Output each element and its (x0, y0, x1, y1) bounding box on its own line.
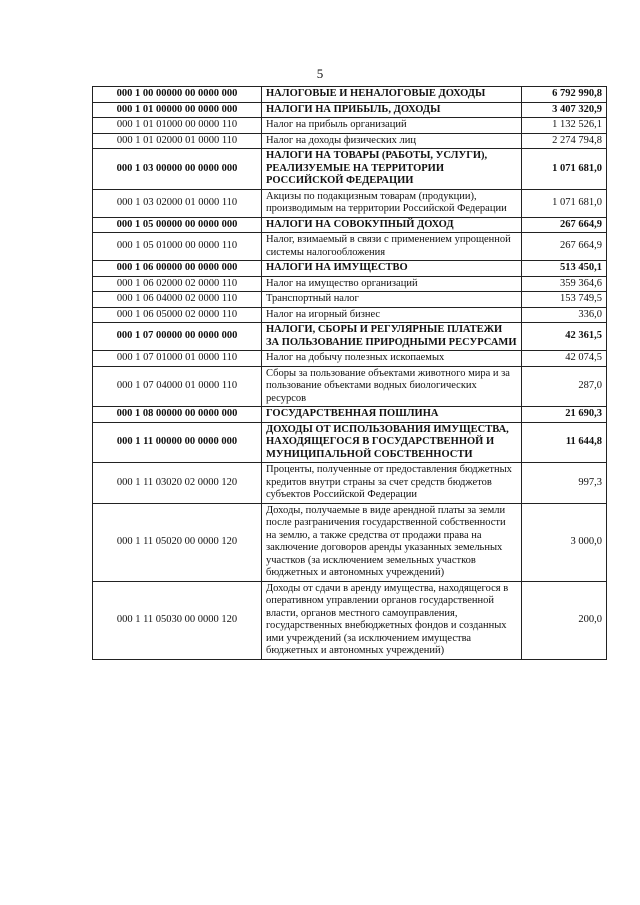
budget-code-cell: 000 1 06 02000 02 0000 110 (93, 276, 262, 292)
amount-cell: 1 132 526,1 (522, 118, 607, 134)
budget-code-cell: 000 1 05 00000 00 0000 000 (93, 217, 262, 233)
budget-code-cell: 000 1 05 01000 00 0000 110 (93, 233, 262, 261)
budget-code-cell: 000 1 07 01000 01 0000 110 (93, 351, 262, 367)
revenue-name-cell: НАЛОГИ НА ИМУЩЕСТВО (262, 261, 522, 277)
amount-cell: 287,0 (522, 366, 607, 407)
budget-code-cell: 000 1 06 00000 00 0000 000 (93, 261, 262, 277)
revenue-name-cell: Транспортный налог (262, 292, 522, 308)
revenue-name-cell: Налог на доходы физических лиц (262, 133, 522, 149)
table-row (93, 351, 607, 367)
table-row (93, 276, 607, 292)
table-row (93, 503, 607, 581)
amount-cell: 6 792 990,8 (522, 87, 607, 103)
budget-code-cell: 000 1 08 00000 00 0000 000 (93, 407, 262, 423)
revenue-name-cell: Налог на прибыль организаций (262, 118, 522, 134)
table-row (93, 463, 607, 504)
revenue-name-cell: НАЛОГОВЫЕ И НЕНАЛОГОВЫЕ ДОХОДЫ (262, 87, 522, 103)
revenue-name-cell: Налог на добычу полезных ископаемых (262, 351, 522, 367)
page-number: 5 (316, 66, 324, 81)
amount-cell: 1 071 681,0 (522, 189, 607, 217)
budget-revenue-table (92, 86, 607, 660)
amount-cell: 3 407 320,9 (522, 102, 607, 118)
table-row (93, 149, 607, 190)
revenue-name-cell: ГОСУДАРСТВЕННАЯ ПОШЛИНА (262, 407, 522, 423)
amount-cell: 1 071 681,0 (522, 149, 607, 190)
table-row (93, 323, 607, 351)
budget-code-cell: 000 1 11 05030 00 0000 120 (93, 581, 262, 659)
amount-cell: 42 361,5 (522, 323, 607, 351)
amount-cell: 267 664,9 (522, 233, 607, 261)
budget-code-cell: 000 1 01 01000 00 0000 110 (93, 118, 262, 134)
table-row (93, 422, 607, 463)
budget-code-cell: 000 1 00 00000 00 0000 000 (93, 87, 262, 103)
table-row (93, 292, 607, 308)
revenue-name-cell: НАЛОГИ НА ТОВАРЫ (РАБОТЫ, УСЛУГИ), РЕАЛИЗУЕМЫЕ НА ТЕРРИТОРИИ РОССИЙСКОЙ ФЕДЕРАЦИИ (262, 149, 522, 190)
table-row (93, 217, 607, 233)
amount-cell: 336,0 (522, 307, 607, 323)
revenue-name-cell: НАЛОГИ НА ПРИБЫЛЬ, ДОХОДЫ (262, 102, 522, 118)
budget-code-cell: 000 1 01 00000 00 0000 000 (93, 102, 262, 118)
table-row (93, 118, 607, 134)
amount-cell: 359 364,6 (522, 276, 607, 292)
revenue-name-cell: Налог на игорный бизнес (262, 307, 522, 323)
amount-cell: 42 074,5 (522, 351, 607, 367)
budget-code-cell: 000 1 07 04000 01 0000 110 (93, 366, 262, 407)
budget-code-cell: 000 1 11 05020 00 0000 120 (93, 503, 262, 581)
budget-code-cell: 000 1 11 00000 00 0000 000 (93, 422, 262, 463)
revenue-name-cell: Налог, взимаемый в связи с применением упрощенной системы налогообложения (262, 233, 522, 261)
revenue-name-cell: НАЛОГИ, СБОРЫ И РЕГУЛЯРНЫЕ ПЛАТЕЖИ ЗА ПОЛЬЗОВАНИЕ ПРИРОДНЫМИ РЕСУРСАМИ (262, 323, 522, 351)
revenue-name-cell: ДОХОДЫ ОТ ИСПОЛЬЗОВАНИЯ ИМУЩЕСТВА, НАХОДЯЩЕГОСЯ В ГОСУДАРСТВЕННОЙ И МУНИЦИПАЛЬНОЙ СОБСТВЕННОСТИ (262, 422, 522, 463)
amount-cell: 997,3 (522, 463, 607, 504)
table-row (93, 261, 607, 277)
amount-cell: 200,0 (522, 581, 607, 659)
revenue-name-cell: Налог на имущество организаций (262, 276, 522, 292)
revenue-name-cell: Доходы, получаемые в виде арендной платы за земли после разграничения государственной собственности на землю, а также средства от продажи права на заключение договоров аренды указанных земельных участков (за исключением земельных участков бюджетных и автономных учреждений) (262, 503, 522, 581)
budget-code-cell: 000 1 06 04000 02 0000 110 (93, 292, 262, 308)
table-row (93, 102, 607, 118)
amount-cell: 3 000,0 (522, 503, 607, 581)
budget-code-cell: 000 1 07 00000 00 0000 000 (93, 323, 262, 351)
amount-cell: 153 749,5 (522, 292, 607, 308)
amount-cell: 11 644,8 (522, 422, 607, 463)
budget-code-cell: 000 1 03 00000 00 0000 000 (93, 149, 262, 190)
budget-code-cell: 000 1 01 02000 01 0000 110 (93, 133, 262, 149)
table-row (93, 407, 607, 423)
table-row (93, 189, 607, 217)
revenue-name-cell: НАЛОГИ НА СОВОКУПНЫЙ ДОХОД (262, 217, 522, 233)
revenue-name-cell: Проценты, полученные от предоставления бюджетных кредитов внутри страны за счет средств бюджетов субъектов Российской Федерации (262, 463, 522, 504)
budget-code-cell: 000 1 11 03020 02 0000 120 (93, 463, 262, 504)
table-row (93, 233, 607, 261)
amount-cell: 267 664,9 (522, 217, 607, 233)
budget-code-cell: 000 1 03 02000 01 0000 110 (93, 189, 262, 217)
budget-code-cell: 000 1 06 05000 02 0000 110 (93, 307, 262, 323)
revenue-name-cell: Доходы от сдачи в аренду имущества, находящегося в оперативном управлении органов государственной власти, органов местного самоуправления, государственных внебюджетных фондов и созданных ими учреждений (за исключением имущества бюджетных и автономных учреждений) (262, 581, 522, 659)
table-row (93, 307, 607, 323)
revenue-name-cell: Сборы за пользование объектами животного мира и за пользование объектами водных биологических ресурсов (262, 366, 522, 407)
amount-cell: 21 690,3 (522, 407, 607, 423)
amount-cell: 2 274 794,8 (522, 133, 607, 149)
revenue-name-cell: Акцизы по подакцизным товарам (продукции), производимым на территории Российской Федерации (262, 189, 522, 217)
table-row (93, 366, 607, 407)
table-row (93, 133, 607, 149)
table-row (93, 87, 607, 103)
amount-cell: 513 450,1 (522, 261, 607, 277)
table-row (93, 581, 607, 659)
